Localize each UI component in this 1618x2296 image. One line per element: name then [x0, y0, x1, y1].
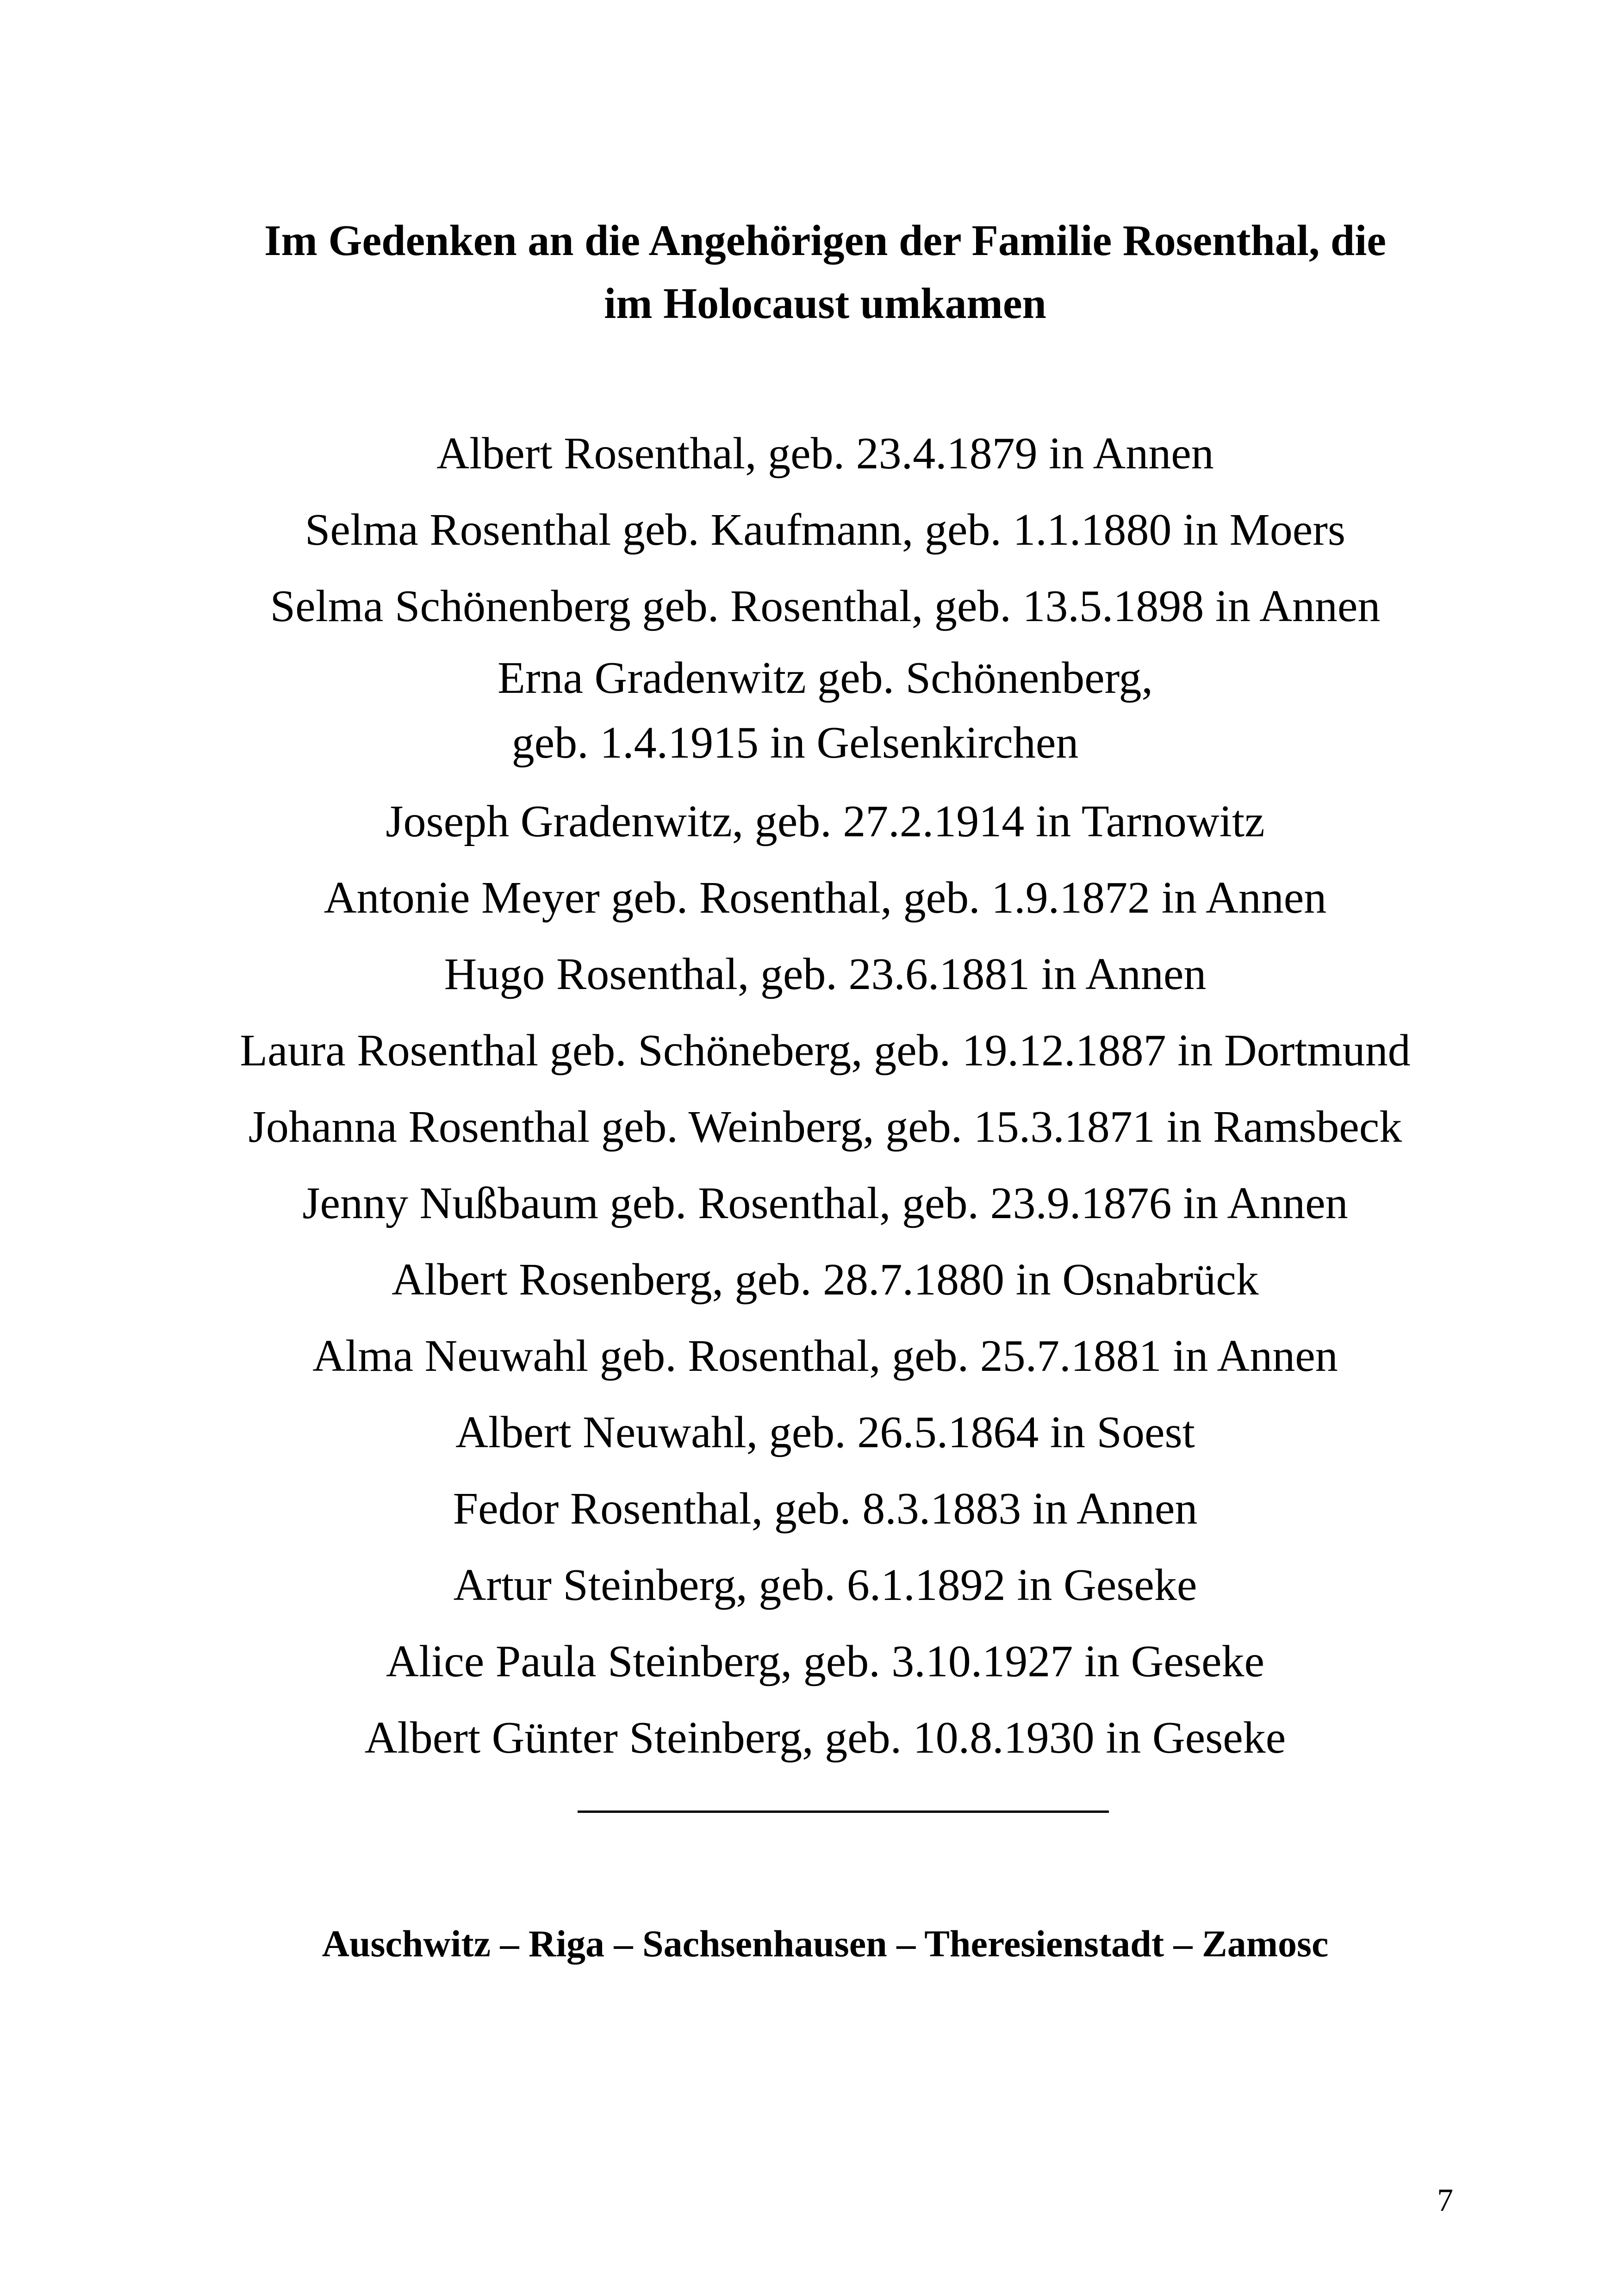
list-item: Albert Rosenthal, geb. 23.4.1879 in Annen	[436, 429, 1214, 479]
list-item: Selma Rosenthal geb. Kaufmann, geb. 1.1.1880 in Moers	[305, 505, 1346, 555]
list-item: Fedor Rosenthal, geb. 8.3.1883 in Annen	[453, 1484, 1198, 1534]
list-item: Alice Paula Steinberg, geb. 3.10.1927 in Geseke	[386, 1636, 1264, 1686]
horizontal-divider	[578, 1811, 1109, 1813]
title-line-2: im Holocaust umkamen	[604, 280, 1046, 328]
list-item: Joseph Gradenwitz, geb. 27.2.1914 in Tarnowitz	[386, 796, 1265, 846]
page-title	[0, 209, 1618, 335]
list-item: Antonie Meyer geb. Rosenthal, geb. 1.9.1872 in Annen	[324, 873, 1327, 923]
list-item: Jenny Nußbaum geb. Rosenthal, geb. 23.9.1876 in Annen	[302, 1178, 1348, 1228]
title-line-1: Im Gedenken an die Angehörigen der Familie Rosenthal, die	[264, 217, 1387, 265]
list-item: Laura Rosenthal geb. Schöneberg, geb. 19.12.1887 in Dortmund	[240, 1026, 1411, 1076]
victims-list	[0, 417, 1618, 1777]
list-item: Alma Neuwahl geb. Rosenthal, geb. 25.7.1881 in Annen	[312, 1331, 1338, 1381]
list-item-line-1: Erna Gradenwitz geb. Schönenberg,	[498, 653, 1153, 703]
list-item-line-2: geb. 1.4.1915 in Gelsenkirchen	[511, 718, 1079, 768]
page-number: 7	[1437, 2183, 1453, 2218]
list-item: Hugo Rosenthal, geb. 23.6.1881 in Annen	[444, 949, 1207, 999]
list-item: Johanna Rosenthal geb. Weinberg, geb. 15.3.1871 in Ramsbeck	[248, 1102, 1402, 1152]
list-item: Albert Rosenberg, geb. 28.7.1880 in Osnabrück	[392, 1255, 1259, 1305]
list-item: Albert Günter Steinberg, geb. 10.8.1930 in Geseke	[364, 1713, 1286, 1763]
camps-line: Auschwitz – Riga – Sachsenhausen – Theresienstadt – Zamosc	[322, 1923, 1329, 1965]
list-item	[0, 646, 1618, 784]
list-item: Selma Schönenberg geb. Rosenthal, geb. 13.5.1898 in Annen	[270, 581, 1381, 631]
list-item: Artur Steinberg, geb. 6.1.1892 in Geseke	[453, 1560, 1197, 1610]
list-item: Albert Neuwahl, geb. 26.5.1864 in Soest	[455, 1407, 1195, 1457]
